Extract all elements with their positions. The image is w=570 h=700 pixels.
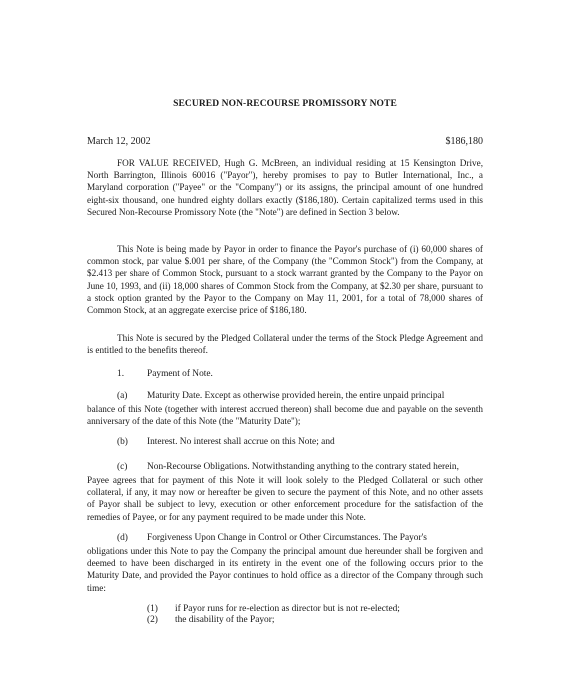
subsection-c-first-line xyxy=(117,462,459,472)
list-item-number: (1) xyxy=(147,604,158,614)
note-date: March 12, 2002 xyxy=(87,136,151,147)
document-title: SECURED NON-RECOURSE PROMISSORY NOTE xyxy=(173,99,397,109)
list-item-text: if Payor runs for re-election as director but is not re-elected; xyxy=(175,604,400,614)
subsection-a-body: balance of this Note (together with interest accrued thereon) shall become due and payable on the seventh anniversary of the date of this Note (the "Maturity Date"); xyxy=(87,404,483,427)
paragraph-security: This Note is secured by the Pledged Collateral under the terms of the Stock Pledge Agreement and is entitled to the benefits thereof. xyxy=(87,333,483,356)
subsection-first-text: Maturity Date. Except as otherwise provided herein, the entire unpaid principal xyxy=(147,391,445,401)
subsection-a-first-line xyxy=(117,391,444,401)
subsection-d-first-line xyxy=(117,533,427,543)
section-number: 1. xyxy=(117,369,125,379)
paragraph-purpose: This Note is being made by Payor in order to finance the Payor's purchase of (i) 60,000 shares of common stock, par value $.001 per share, of the Company (the "Common Stock") from the Company, at $2.413 per share of Common Stock, pursuant to a stock warrant granted by the Company to the Payor on June 10, 1993, and (ii) 18,000 shares of Common Stock from the Company, at $2.30 per share, pursuant to a stock option granted by the Payor to the Company on May 11, 2001, for a total of 78,000 shares of Common Stock, at an aggregate exercise price of $186,180. xyxy=(87,244,483,316)
note-amount: $186,180 xyxy=(445,136,483,147)
subsection-number: (c) xyxy=(117,462,128,472)
list-item-text: the disability of the Payor; xyxy=(175,615,275,625)
subsection-number: (a) xyxy=(117,391,128,401)
section-label: Payment of Note. xyxy=(147,369,213,379)
subsection-d-body: obligations under this Note to pay the Company the principal amount due hereunder shall be forgiven and deemed to have been discharged in its entirety in the event one of the following occurs prior to the Maturity Date, and provided the Payor continues to hold office as a director of the Company through such time: xyxy=(87,546,483,593)
subsection-text: Interest. No interest shall accrue on this Note; and xyxy=(147,437,335,447)
paragraph-value-received: FOR VALUE RECEIVED, Hugh G. McBreen, an individual residing at 15 Kensington Drive, North Barrington, Illinois 60016 ("Payor"), hereby promises to pay to Butler International, Inc., a Maryland corporation ("Payee" or the "Company") or its assigns, the principal amount of one hundred eight-six thousand, one hundred eighty dollars exactly ($186,180). Certain capitalized terms used in this Secured Non-Recourse Promissory Note (the "Note") are defined in Section 3 below. xyxy=(87,158,483,217)
list-item xyxy=(147,614,274,626)
subsection-c-body: Payee agrees that for payment of this Note it will look solely to the Pledged Collateral or such other collateral, if any, it may now or hereafter be given to secure the payment of this Note, and no other assets of Payor shall be subject to levy, execution or other enforcement procedure for the satisfaction of the remedies of Payee, or for any payment required to be made under this Note. xyxy=(87,475,483,522)
subsection-b xyxy=(117,437,335,447)
subsection-first-text: Non-Recourse Obligations. Notwithstanding anything to the contrary stated herein, xyxy=(147,462,459,472)
subsection-number: (b) xyxy=(117,437,128,447)
list-item-number: (2) xyxy=(147,615,158,625)
subsection-number: (d) xyxy=(117,533,128,543)
section-heading-payment xyxy=(117,369,213,379)
date-amount-line xyxy=(87,136,483,147)
subsection-first-text: Forgiveness Upon Change in Control or Other Circumstances. The Payor's xyxy=(147,533,427,543)
